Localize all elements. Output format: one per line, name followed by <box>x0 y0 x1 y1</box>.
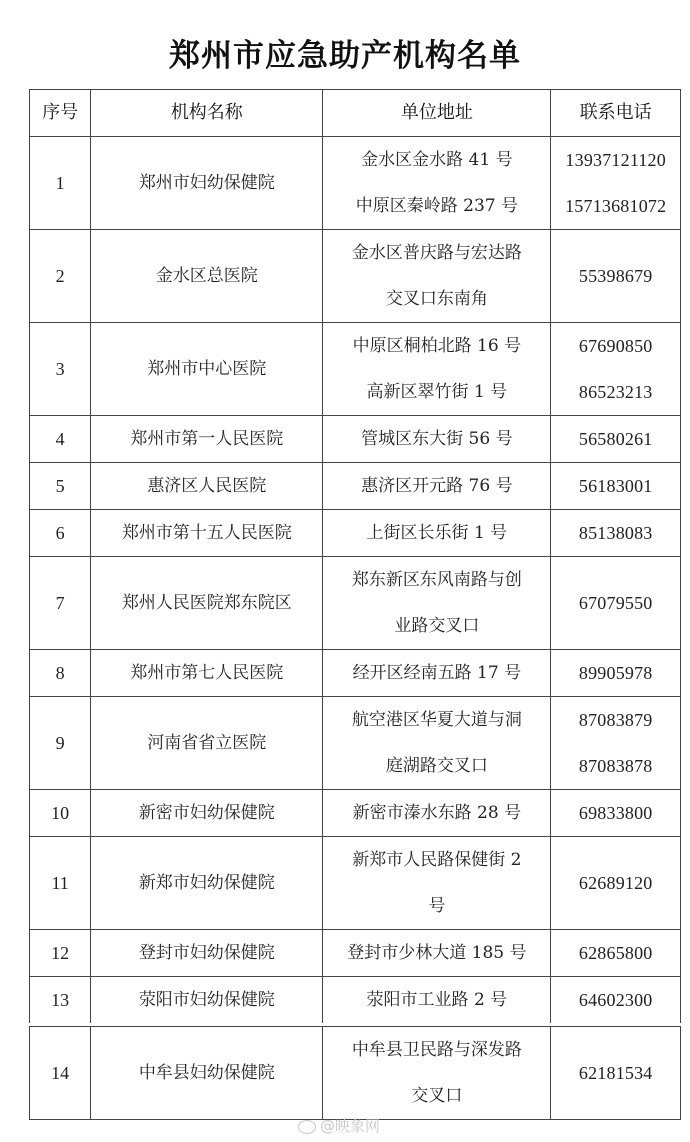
cell-phone <box>551 837 681 930</box>
cell-phone <box>551 650 681 697</box>
cell-name: 河南省省立医院 <box>91 697 323 790</box>
table-row <box>30 510 681 557</box>
cell-address <box>323 323 551 416</box>
table-row <box>30 463 681 510</box>
watermark-text: @映象网 <box>320 1117 381 1135</box>
cell-phone <box>551 557 681 650</box>
address-line: 中原区秦岭路 237 号 <box>355 196 518 216</box>
cell-phone <box>551 977 681 1024</box>
address-line: 中牟县卫民路与深发路 <box>351 1040 522 1060</box>
cell-no: 1 <box>30 137 91 230</box>
cell-no: 8 <box>30 650 91 697</box>
cell-no: 14 <box>30 1027 91 1120</box>
phone-number: 64602300 <box>578 990 653 1010</box>
institution-table <box>29 89 681 1023</box>
phone-number: 86523213 <box>578 382 653 402</box>
address-line: 金水区金水路 41 号 <box>361 150 513 170</box>
phone-number: 67690850 <box>578 336 653 356</box>
table-row <box>30 323 681 416</box>
phone-number: 56183001 <box>578 476 653 496</box>
table-row <box>30 837 681 930</box>
cell-phone <box>551 137 681 230</box>
cell-address <box>323 977 551 1024</box>
phone-number: 87083879 <box>578 710 653 730</box>
cell-phone <box>551 416 681 463</box>
cell-address <box>323 697 551 790</box>
cell-no: 6 <box>30 510 91 557</box>
address-line: 金水区普庆路与宏达路 <box>351 243 522 263</box>
cell-phone <box>551 790 681 837</box>
cell-name: 荥阳市妇幼保健院 <box>91 977 323 1024</box>
cell-name: 新郑市妇幼保健院 <box>91 837 323 930</box>
table-header-row <box>30 90 681 137</box>
cell-address <box>323 837 551 930</box>
phone-number: 13937121120 <box>565 150 666 170</box>
address-line: 惠济区开元路 76 号 <box>361 476 513 496</box>
cell-name: 郑州人民医院郑东院区 <box>91 557 323 650</box>
cell-no: 9 <box>30 697 91 790</box>
institution-table-continued <box>29 1026 681 1120</box>
table-row <box>30 697 681 790</box>
cell-address <box>323 510 551 557</box>
table-row <box>30 977 681 1024</box>
phone-number: 67079550 <box>578 593 653 613</box>
cell-no: 3 <box>30 323 91 416</box>
address-line: 业路交叉口 <box>394 616 480 636</box>
page-title: 郑州市应急助产机构名单 <box>169 38 521 74</box>
phone-number: 62689120 <box>578 873 653 893</box>
cell-phone <box>551 697 681 790</box>
address-line: 登封市少林大道 185 号 <box>347 943 527 963</box>
phone-number: 62181534 <box>578 1063 653 1083</box>
cell-address <box>323 1027 551 1120</box>
cell-address <box>323 416 551 463</box>
address-line: 新密市溱水东路 28 号 <box>352 803 522 823</box>
address-line: 高新区翠竹街 1 号 <box>366 382 508 402</box>
address-line: 荥阳市工业路 2 号 <box>366 990 508 1010</box>
cell-name: 郑州市第十五人民医院 <box>91 510 323 557</box>
table-row <box>30 790 681 837</box>
cell-address <box>323 137 551 230</box>
cell-phone <box>551 463 681 510</box>
address-line: 航空港区华夏大道与洞 <box>351 710 522 730</box>
watermark <box>298 1115 380 1136</box>
address-line: 上街区长乐街 1 号 <box>366 523 508 543</box>
cell-name: 郑州市妇幼保健院 <box>91 137 323 230</box>
address-line: 中原区桐柏北路 16 号 <box>352 336 522 356</box>
cell-address <box>323 557 551 650</box>
address-line: 郑东新区东风南路与创 <box>351 570 522 590</box>
header-name: 机构名称 <box>91 90 323 137</box>
phone-number: 56580261 <box>578 429 653 449</box>
cell-address <box>323 790 551 837</box>
cell-phone <box>551 230 681 323</box>
cell-name: 金水区总医院 <box>91 230 323 323</box>
cell-phone <box>551 323 681 416</box>
cell-name: 新密市妇幼保健院 <box>91 790 323 837</box>
header-phone: 联系电话 <box>551 90 681 137</box>
cell-no: 10 <box>30 790 91 837</box>
address-line: 新郑市人民路保健街 2 <box>352 850 522 870</box>
cell-name: 郑州市中心医院 <box>91 323 323 416</box>
cell-phone <box>551 930 681 977</box>
cell-no: 4 <box>30 416 91 463</box>
table-row <box>30 557 681 650</box>
cell-no: 11 <box>30 837 91 930</box>
cell-address <box>323 463 551 510</box>
phone-number: 69833800 <box>578 803 653 823</box>
cell-phone <box>551 1027 681 1120</box>
cell-phone <box>551 510 681 557</box>
phone-number: 15713681072 <box>565 196 667 216</box>
cell-no: 5 <box>30 463 91 510</box>
cell-no: 13 <box>30 977 91 1024</box>
table-row <box>30 1027 681 1120</box>
phone-number: 62865800 <box>578 943 653 963</box>
header-no: 序号 <box>30 90 91 137</box>
cell-name: 中牟县妇幼保健院 <box>91 1027 323 1120</box>
address-line: 庭湖路交叉口 <box>385 756 488 776</box>
cell-address <box>323 930 551 977</box>
phone-number: 55398679 <box>578 266 653 286</box>
address-line: 号 <box>428 896 446 916</box>
phone-number: 87083878 <box>578 756 653 776</box>
cell-no: 7 <box>30 557 91 650</box>
cell-no: 12 <box>30 930 91 977</box>
phone-number: 89905978 <box>578 663 653 683</box>
table-row <box>30 416 681 463</box>
address-line: 交叉口东南角 <box>385 289 488 309</box>
cell-no: 2 <box>30 230 91 323</box>
header-address: 单位地址 <box>323 90 551 137</box>
table-row <box>30 230 681 323</box>
address-line: 交叉口 <box>411 1086 463 1106</box>
phone-number: 85138083 <box>578 523 653 543</box>
table-row <box>30 930 681 977</box>
table-row <box>30 137 681 230</box>
cell-name: 惠济区人民医院 <box>91 463 323 510</box>
cell-name: 登封市妇幼保健院 <box>91 930 323 977</box>
cell-address <box>323 650 551 697</box>
address-line: 管城区东大街 56 号 <box>361 429 513 449</box>
cell-name: 郑州市第一人民医院 <box>91 416 323 463</box>
weibo-icon <box>298 1120 316 1134</box>
table-row <box>30 650 681 697</box>
cell-address <box>323 230 551 323</box>
cell-name: 郑州市第七人民医院 <box>91 650 323 697</box>
address-line: 经开区经南五路 17 号 <box>352 663 522 683</box>
